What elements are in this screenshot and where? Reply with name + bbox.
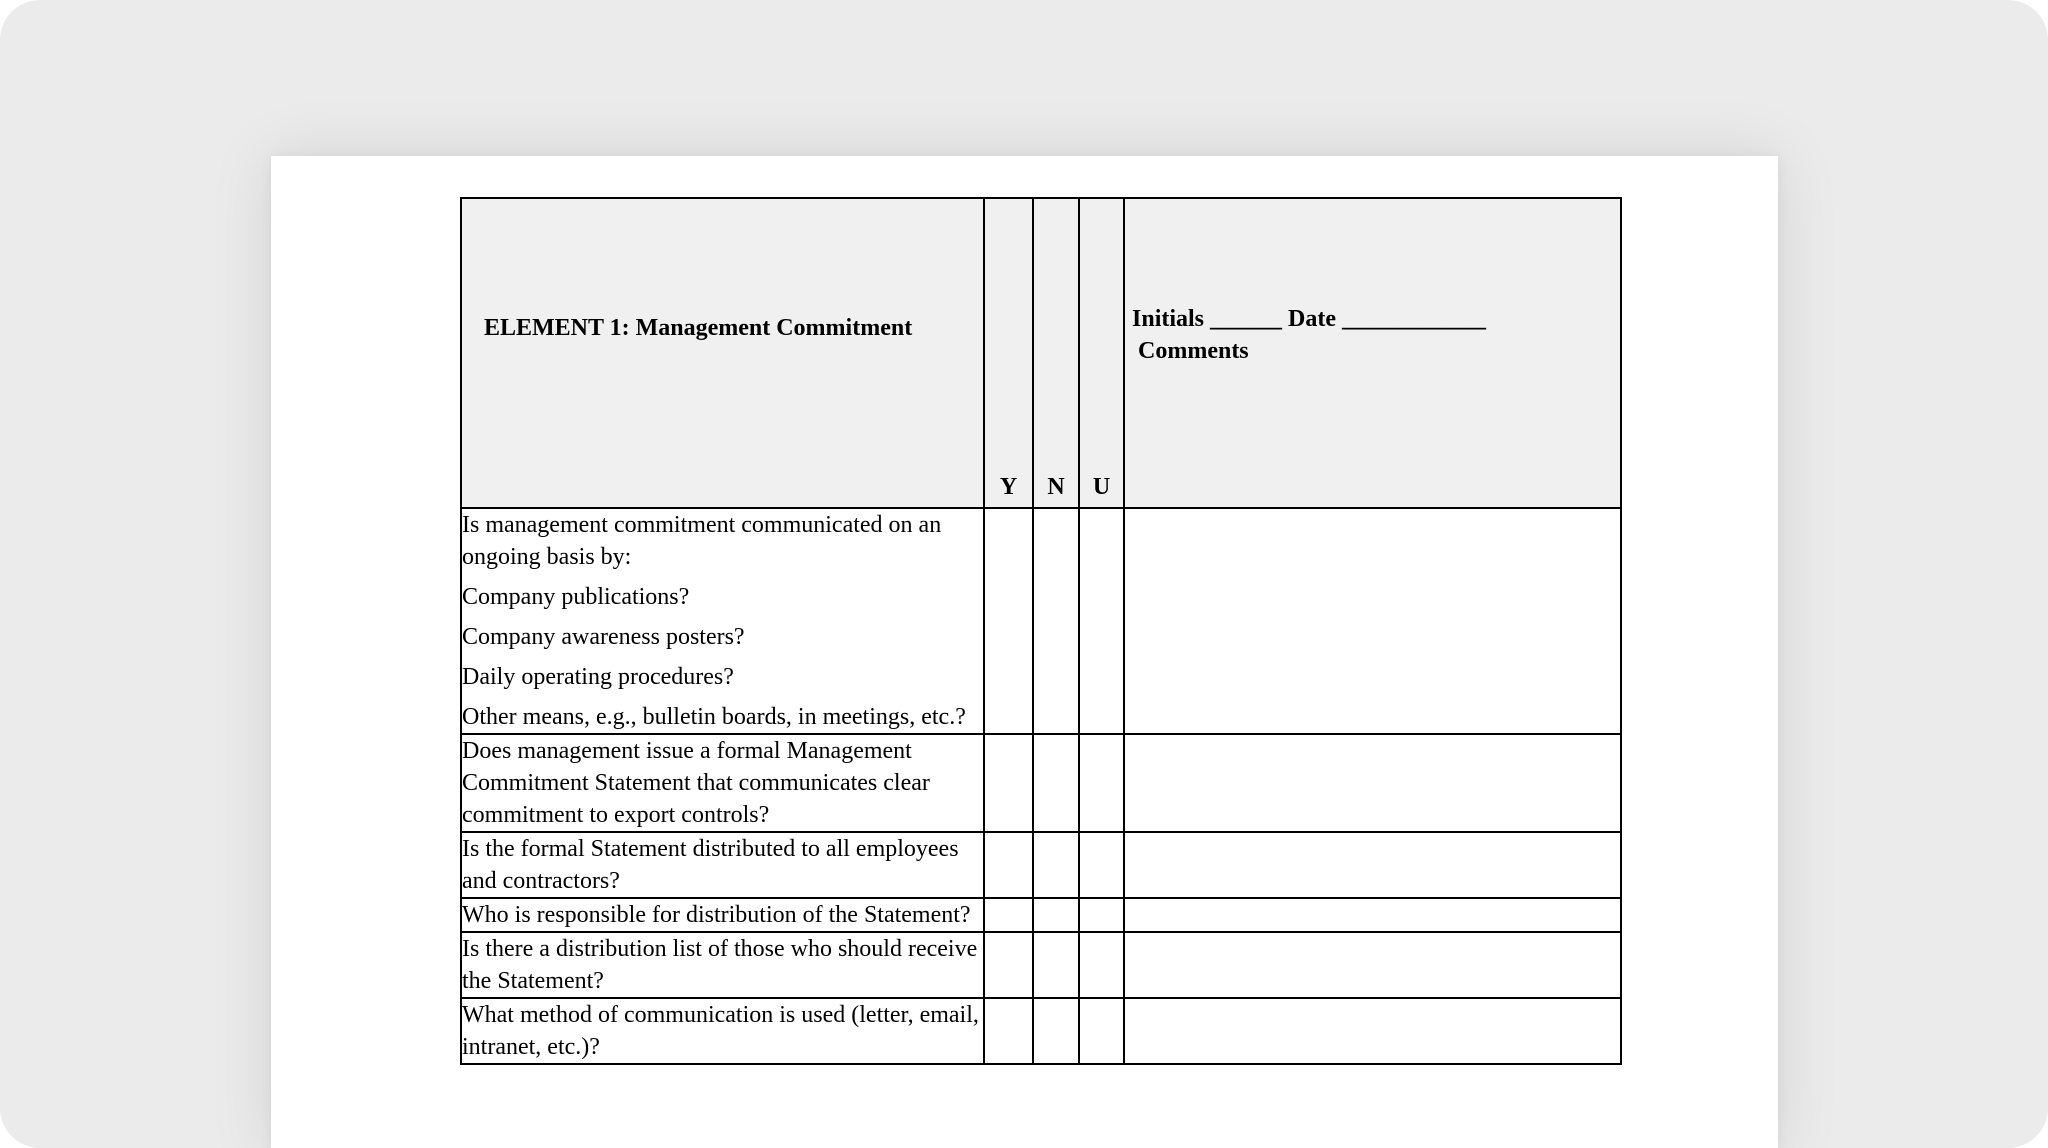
question-text: Does management issue a formal Management Commitment Statement that communicates clear commitment to export controls? xyxy=(462,738,930,828)
table-row xyxy=(461,832,1621,898)
document-page xyxy=(271,156,1778,1148)
n-answer-cell[interactable] xyxy=(1033,932,1079,998)
u-answer-cell[interactable] xyxy=(1079,932,1124,998)
n-answer-cell[interactable] xyxy=(1033,832,1079,898)
y-answer-cell[interactable] xyxy=(984,998,1033,1064)
table-row xyxy=(461,734,1621,832)
question-cell xyxy=(461,898,984,932)
table-row xyxy=(461,898,1621,932)
n-answer-cell[interactable] xyxy=(1033,734,1079,832)
sub-item: Company publications? xyxy=(462,584,690,610)
header-row xyxy=(461,198,1621,508)
n-answer-cell[interactable] xyxy=(1033,998,1079,1064)
comments-cell[interactable] xyxy=(1124,932,1621,998)
table-row xyxy=(461,932,1621,998)
y-answer-cell[interactable] xyxy=(984,832,1033,898)
comments-cell[interactable] xyxy=(1124,898,1621,932)
sub-item: Other means, e.g., bulletin boards, in meetings, etc.? xyxy=(462,704,966,730)
u-answer-cell[interactable] xyxy=(1079,898,1124,932)
y-answer-cell[interactable] xyxy=(984,734,1033,832)
question-text: Who is responsible for distribution of the Statement? xyxy=(462,902,971,928)
question-text: Is management commitment communicated on an ongoing basis by: xyxy=(462,512,942,570)
comments-cell[interactable] xyxy=(1124,832,1621,898)
y-answer-cell[interactable] xyxy=(984,508,1033,734)
header-title-cell xyxy=(461,198,984,508)
header-y-cell xyxy=(984,198,1033,508)
initials-date-label: Initials ______ Date ____________ xyxy=(1132,306,1486,332)
y-answer-cell[interactable] xyxy=(984,932,1033,998)
header-comments-cell xyxy=(1124,198,1621,508)
table-row xyxy=(461,508,1621,734)
n-answer-cell[interactable] xyxy=(1033,898,1079,932)
question-cell xyxy=(461,832,984,898)
question-cell xyxy=(461,734,984,832)
checklist-table xyxy=(460,197,1622,1065)
u-answer-cell[interactable] xyxy=(1079,734,1124,832)
n-answer-cell[interactable] xyxy=(1033,508,1079,734)
comments-label: Comments xyxy=(1138,338,1249,364)
question-text: Is there a distribution list of those who should receive the Statement? xyxy=(462,936,978,994)
column-u-label: U xyxy=(1092,474,1111,500)
question-cell xyxy=(461,932,984,998)
table-row xyxy=(461,998,1621,1064)
column-y-label: Y xyxy=(999,474,1018,500)
question-cell xyxy=(461,508,984,734)
question-text: Is the formal Statement distributed to all employees and contractors? xyxy=(462,836,959,894)
question-text: What method of communication is used (letter, email, intranet, etc.)? xyxy=(462,1002,979,1060)
header-u-cell xyxy=(1079,198,1124,508)
comments-cell[interactable] xyxy=(1124,508,1621,734)
sub-item: Daily operating procedures? xyxy=(462,664,734,690)
u-answer-cell[interactable] xyxy=(1079,832,1124,898)
element-title: ELEMENT 1: Management Commitment xyxy=(484,315,913,341)
sub-item: Company awareness posters? xyxy=(462,624,745,650)
y-answer-cell[interactable] xyxy=(984,898,1033,932)
comments-cell[interactable] xyxy=(1124,734,1621,832)
header-n-cell xyxy=(1033,198,1079,508)
column-n-label: N xyxy=(1047,474,1065,500)
question-cell xyxy=(461,998,984,1064)
u-answer-cell[interactable] xyxy=(1079,998,1124,1064)
u-answer-cell[interactable] xyxy=(1079,508,1124,734)
comments-cell[interactable] xyxy=(1124,998,1621,1064)
